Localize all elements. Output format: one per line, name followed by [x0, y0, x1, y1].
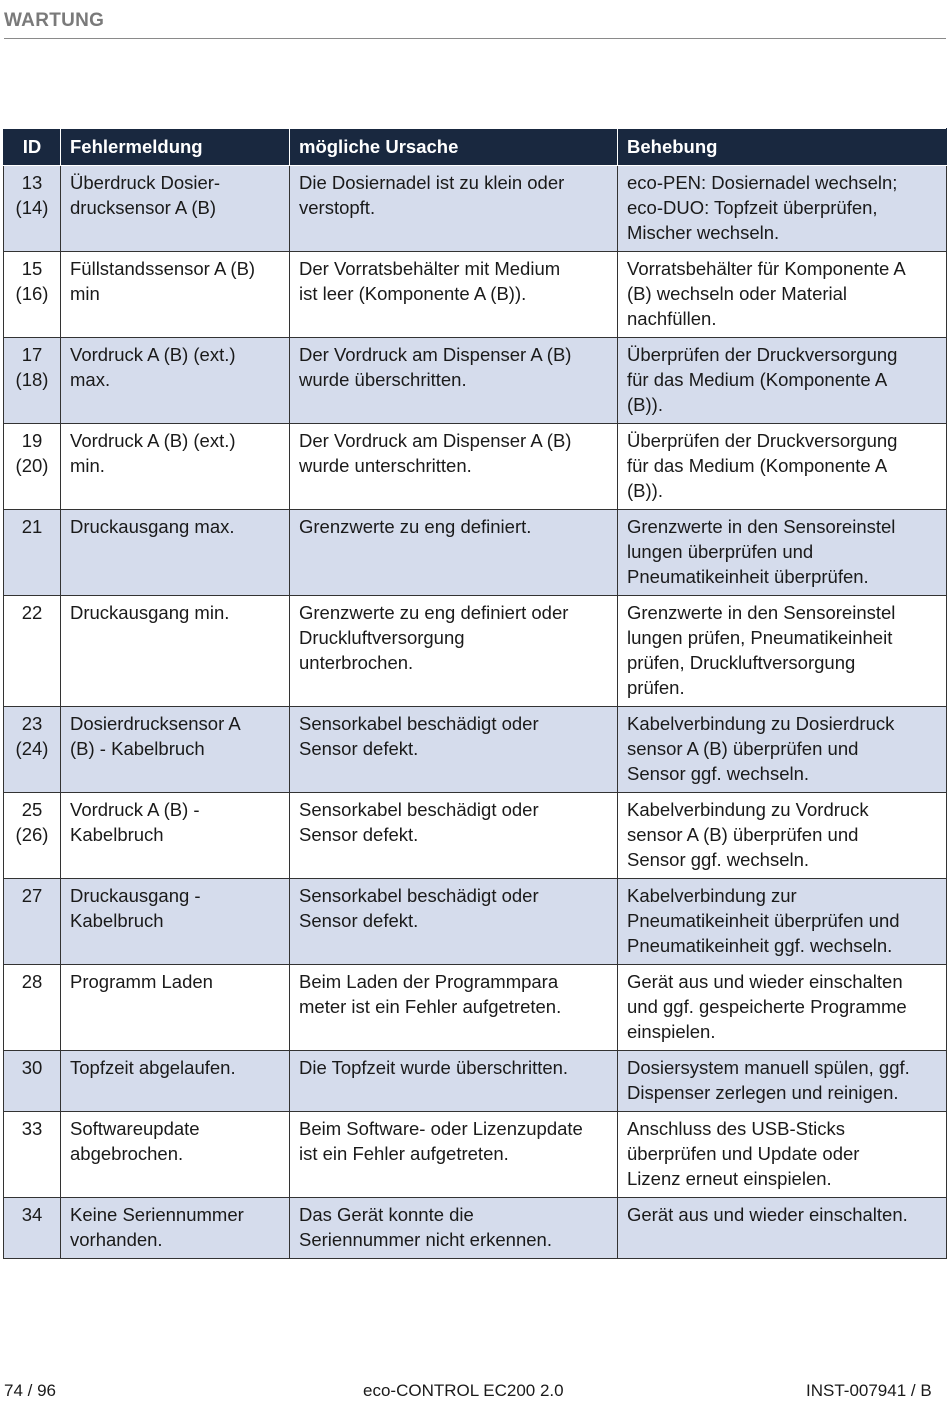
error-cause: Die Topfzeit wurde überschritten.	[290, 1051, 618, 1112]
error-fix: Kabelverbindung zur Pneumatikeinheit überprüfen und Pneumatikeinheit ggf. wechseln.	[618, 879, 947, 965]
error-id: 30	[4, 1051, 61, 1112]
table-row	[4, 424, 947, 510]
column-header-message: Fehlermeldung	[61, 129, 290, 166]
error-fix: Kabelverbindung zu Dosierdruck sensor A (B) überprüfen und Sensor ggf. wechseln.	[618, 707, 947, 793]
error-message: Programm Laden	[61, 965, 290, 1051]
error-message: Druckausgang - Kabelbruch	[61, 879, 290, 965]
error-cause: Der Vordruck am Dispenser A (B) wurde überschritten.	[290, 338, 618, 424]
error-message: Vordruck A (B) - Kabelbruch	[61, 793, 290, 879]
error-id: 27	[4, 879, 61, 965]
error-id: 17 (18)	[4, 338, 61, 424]
table-row	[4, 338, 947, 424]
error-message: Druckausgang min.	[61, 596, 290, 707]
error-cause: Beim Laden der Programmpara meter ist ein Fehler aufgetreten.	[290, 965, 618, 1051]
error-id: 28	[4, 965, 61, 1051]
table-row	[4, 965, 947, 1051]
error-cause: Sensorkabel beschädigt oder Sensor defekt.	[290, 879, 618, 965]
error-id: 23 (24)	[4, 707, 61, 793]
table-row	[4, 596, 947, 707]
error-cause: Sensorkabel beschädigt oder Sensor defekt.	[290, 793, 618, 879]
error-id: 33	[4, 1112, 61, 1198]
column-header-id: ID	[4, 129, 61, 166]
error-message: Topfzeit abgelaufen.	[61, 1051, 290, 1112]
footer-product-name: eco-CONTROL EC200 2.0	[363, 1381, 564, 1400]
error-cause: Die Dosiernadel ist zu klein oder verstopft.	[290, 166, 618, 252]
table-row	[4, 793, 947, 879]
error-cause: Der Vordruck am Dispenser A (B) wurde unterschritten.	[290, 424, 618, 510]
footer-page-number: 74 / 96	[4, 1381, 56, 1400]
error-id: 13 (14)	[4, 166, 61, 252]
header-divider	[4, 38, 946, 39]
error-cause: Grenzwerte zu eng definiert.	[290, 510, 618, 596]
error-message: Überdruck Dosier- drucksensor A (B)	[61, 166, 290, 252]
error-message: Softwareupdate abgebrochen.	[61, 1112, 290, 1198]
error-cause: Sensorkabel beschädigt oder Sensor defekt.	[290, 707, 618, 793]
section-title: WARTUNG	[4, 10, 105, 31]
error-message: Vordruck A (B) (ext.) min.	[61, 424, 290, 510]
table-row	[4, 510, 947, 596]
error-id: 34	[4, 1198, 61, 1259]
table-row	[4, 707, 947, 793]
table-row	[4, 879, 947, 965]
table-row	[4, 1112, 947, 1198]
column-header-fix: Behebung	[618, 129, 947, 166]
error-id: 19 (20)	[4, 424, 61, 510]
table-row	[4, 1198, 947, 1259]
error-id: 25 (26)	[4, 793, 61, 879]
error-fix: Dosiersystem manuell spülen, ggf. Dispenser zerlegen und reinigen.	[618, 1051, 947, 1112]
footer-document-id: INST-007941 / B	[806, 1381, 932, 1400]
table-header-row	[4, 129, 947, 166]
error-fix: Anschluss des USB-Sticks überprüfen und Update oder Lizenz erneut einspielen.	[618, 1112, 947, 1198]
column-header-cause: mögliche Ursache	[290, 129, 618, 166]
error-id: 21	[4, 510, 61, 596]
error-fix: Überprüfen der Druckversorgung für das Medium (Komponente A (B)).	[618, 424, 947, 510]
error-id: 22	[4, 596, 61, 707]
error-message: Dosierdrucksensor A (B) - Kabelbruch	[61, 707, 290, 793]
error-message: Keine Seriennummer vorhanden.	[61, 1198, 290, 1259]
error-fix: Kabelverbindung zu Vordruck sensor A (B) überprüfen und Sensor ggf. wechseln.	[618, 793, 947, 879]
error-fix: eco-PEN: Dosiernadel wechseln; eco-DUO: Topfzeit überprüfen, Mischer wechseln.	[618, 166, 947, 252]
error-cause: Grenzwerte zu eng definiert oder Druckluftversorgung unterbrochen.	[290, 596, 618, 707]
error-message: Vordruck A (B) (ext.) max.	[61, 338, 290, 424]
error-fix: Grenzwerte in den Sensoreinstel lungen überprüfen und Pneumatikeinheit überprüfen.	[618, 510, 947, 596]
error-fix: Gerät aus und wieder einschalten.	[618, 1198, 947, 1259]
error-fix: Grenzwerte in den Sensoreinstel lungen prüfen, Pneumatikeinheit prüfen, Druckluftversorgung prüfen.	[618, 596, 947, 707]
table-row	[4, 252, 947, 338]
error-message: Druckausgang max.	[61, 510, 290, 596]
error-table	[3, 128, 947, 1259]
error-cause: Der Vorratsbehälter mit Medium ist leer (Komponente A (B)).	[290, 252, 618, 338]
error-cause: Das Gerät konnte die Seriennummer nicht erkennen.	[290, 1198, 618, 1259]
error-fix: Vorratsbehälter für Komponente A (B) wechseln oder Material nachfüllen.	[618, 252, 947, 338]
error-fix: Überprüfen der Druckversorgung für das Medium (Komponente A (B)).	[618, 338, 947, 424]
error-message: Füllstandssensor A (B) min	[61, 252, 290, 338]
error-fix: Gerät aus und wieder einschalten und ggf. gespeicherte Programme einspielen.	[618, 965, 947, 1051]
error-id: 15 (16)	[4, 252, 61, 338]
table-row	[4, 166, 947, 252]
error-cause: Beim Software- oder Lizenzupdate ist ein Fehler aufgetreten.	[290, 1112, 618, 1198]
table-row	[4, 1051, 947, 1112]
